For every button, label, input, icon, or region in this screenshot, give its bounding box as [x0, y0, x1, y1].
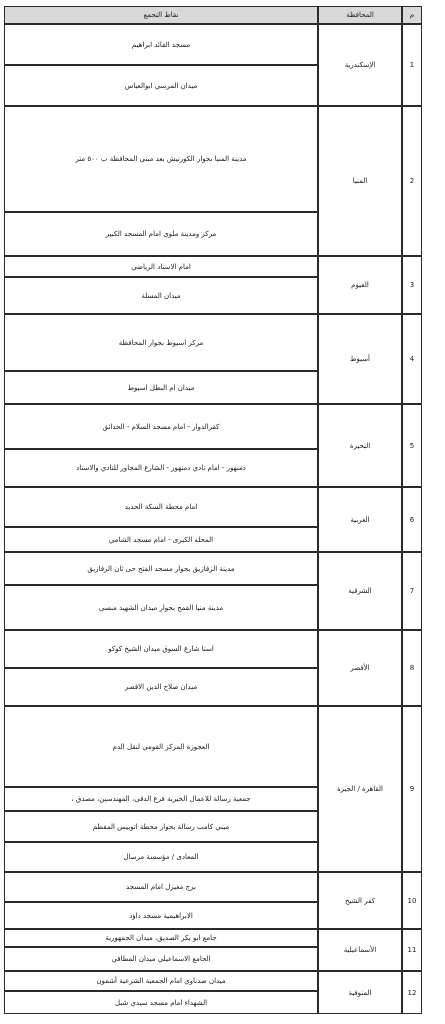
row-number: 5 [409, 441, 415, 450]
gathering-point-cell [4, 404, 318, 449]
gathering-point-text: كفرالدوار - امام مسجد السلام - الحدائق [102, 422, 220, 431]
gathering-point-cell [4, 787, 318, 811]
governorate-name: الإسكندرية [344, 61, 376, 69]
gathering-point-cell [4, 991, 318, 1014]
row-number-cell [402, 106, 422, 256]
gathering-point-text: العجوزة المركز القومي لنقل الدم [112, 742, 210, 751]
row-number-cell [402, 256, 422, 314]
gathering-point-cell [4, 314, 318, 371]
gathering-point-text: المعادى / مؤسسة مرسال [123, 853, 199, 861]
gathering-point-cell [4, 668, 318, 706]
gathering-point-cell [4, 277, 318, 314]
gathering-point-cell [4, 527, 318, 552]
row-number-cell [402, 487, 422, 552]
governorate-cell [318, 630, 402, 706]
governorate-name: الفيوم [351, 281, 369, 289]
header-governorate-cell [318, 6, 402, 24]
gathering-point-text: مركز اسيوط بجوار المحافظة [118, 338, 204, 347]
gathering-point-cell [4, 449, 318, 487]
governorate-name: البحيرة [349, 441, 371, 450]
row-number: 7 [409, 587, 415, 595]
header-points-cell [4, 6, 318, 24]
governorate-name: أسيوط [349, 355, 370, 363]
governorate-name: كفر الشيخ [345, 896, 375, 905]
gathering-point-cell [4, 706, 318, 787]
gathering-point-cell [4, 929, 318, 947]
header-points-label: نقاط التجمع [143, 11, 179, 19]
header-number-cell [402, 6, 422, 24]
governorate-name: الغربية [350, 515, 370, 524]
governorate-cell [318, 872, 402, 929]
row-number-cell [402, 24, 422, 106]
header-number-label: م [409, 11, 415, 19]
gathering-point-cell [4, 256, 318, 277]
gathering-point-text: مسجد القائد ابراهيم [131, 40, 191, 49]
gathering-point-text: ميدان صدناوي امام الجمعية الشرعية أشمون [96, 977, 226, 985]
row-number-cell [402, 971, 422, 1014]
governorate-name: الشرقية [348, 587, 372, 595]
row-number: 8 [409, 664, 415, 672]
row-number-cell [402, 552, 422, 630]
gathering-point-text: دمنهور - امام نادي دمنهور - الشارع المجاور للنادي والاستاد [76, 464, 246, 472]
gathering-point-cell [4, 971, 318, 991]
gathering-point-cell [4, 872, 318, 902]
governorate-name: القاهرة / الجيزة [336, 785, 384, 793]
gathering-point-cell [4, 24, 318, 65]
gathering-point-text: مدينة الزقازيق بجوار مسجد الفتح حى ثان الزقازيق [87, 564, 235, 573]
gathering-point-text: المحله الكبرى - امام مسجد الشامي [108, 535, 214, 544]
gathering-point-cell [4, 371, 318, 404]
gathering-point-text: امام محطة السكة الحديد [124, 503, 198, 511]
governorate-cell [318, 106, 402, 256]
governorate-name: الأسماعيلية [343, 946, 377, 954]
gathering-point-text: امام الاستاد الرياضي [131, 262, 191, 271]
row-number-cell [402, 872, 422, 929]
gathering-point-text: ميدان المسلة [141, 291, 181, 300]
gathering-point-text: ميدان المرسي ابوالعباس [124, 81, 198, 90]
gathering-point-cell [4, 947, 318, 971]
gathering-point-text: اسنا شارع السوق ميدان الشيخ كوكو [108, 645, 214, 653]
governorate-name: المنيا [352, 177, 368, 185]
row-number: 4 [409, 355, 415, 363]
gathering-point-text: الشهداء امام مسجد سيدي شبل [114, 998, 208, 1007]
governorate-cell [318, 552, 402, 630]
row-number: 11 [407, 946, 417, 954]
row-number: 6 [409, 515, 415, 524]
gathering-point-cell [4, 585, 318, 630]
gathering-point-cell [4, 902, 318, 929]
row-number-cell [402, 314, 422, 404]
row-number-cell [402, 630, 422, 706]
gathering-point-text: مدينة المنيا بجوار الكورنيش بعد مبنى المحافظة ب ٥٠٠ متر [75, 155, 247, 163]
gathering-point-text: ميدان ام البطل اسيوط [127, 383, 195, 392]
row-number-cell [402, 404, 422, 487]
governorate-cell [318, 314, 402, 404]
row-number: 2 [409, 177, 415, 185]
gathering-point-cell [4, 811, 318, 842]
gathering-point-cell [4, 487, 318, 527]
row-number: 3 [409, 281, 415, 289]
governorate-cell [318, 929, 402, 971]
governorate-name: المنوفية [348, 988, 372, 997]
header-governorate-label: المحافظة [346, 11, 374, 19]
row-number-cell [402, 929, 422, 971]
gathering-point-text: جامع ابو بكر الصديق، ميدان الجمهورية [105, 934, 217, 942]
governorate-cell [318, 24, 402, 106]
row-number-cell [402, 706, 422, 872]
gathering-point-text: برج مغيزل امام المسجد [126, 883, 196, 891]
governorate-cell [318, 971, 402, 1014]
row-number: 10 [407, 896, 417, 905]
governorate-cell [318, 706, 402, 872]
row-number: 1 [409, 61, 415, 69]
gathering-point-cell [4, 65, 318, 106]
gathering-point-cell [4, 212, 318, 256]
gathering-point-text: الابراهيمية مسجد داؤد [129, 911, 193, 920]
gathering-point-text: الجامع الاسماعيلي ميدان المطافي [111, 955, 211, 963]
gathering-point-cell [4, 106, 318, 212]
row-number: 12 [407, 988, 417, 997]
governorate-cell [318, 487, 402, 552]
gathering-point-text: مركز ومدينة ملوي امام المسجد الكبير [105, 230, 217, 238]
gathering-point-cell [4, 842, 318, 872]
gathering-point-cell [4, 552, 318, 585]
gathering-point-text: جمعية رسالة للاعمال الخيرية فرع الدقى، المهندسين، مصدق ، [71, 795, 251, 803]
gathering-point-cell [4, 630, 318, 668]
gathering-point-text: ميني كامب رسالة بجوار محطة اتوبيس المقطم [92, 822, 230, 831]
governorate-cell [318, 404, 402, 487]
governorate-name: الأقصر [350, 664, 370, 672]
row-number: 9 [409, 785, 415, 793]
gathering-point-text: ميدان صلاح الدين الاقصر [124, 683, 198, 691]
governorate-cell [318, 256, 402, 314]
gathering-point-text: مدينة منيا القمح بجوار ميدان الشهيد منسى [98, 603, 224, 612]
